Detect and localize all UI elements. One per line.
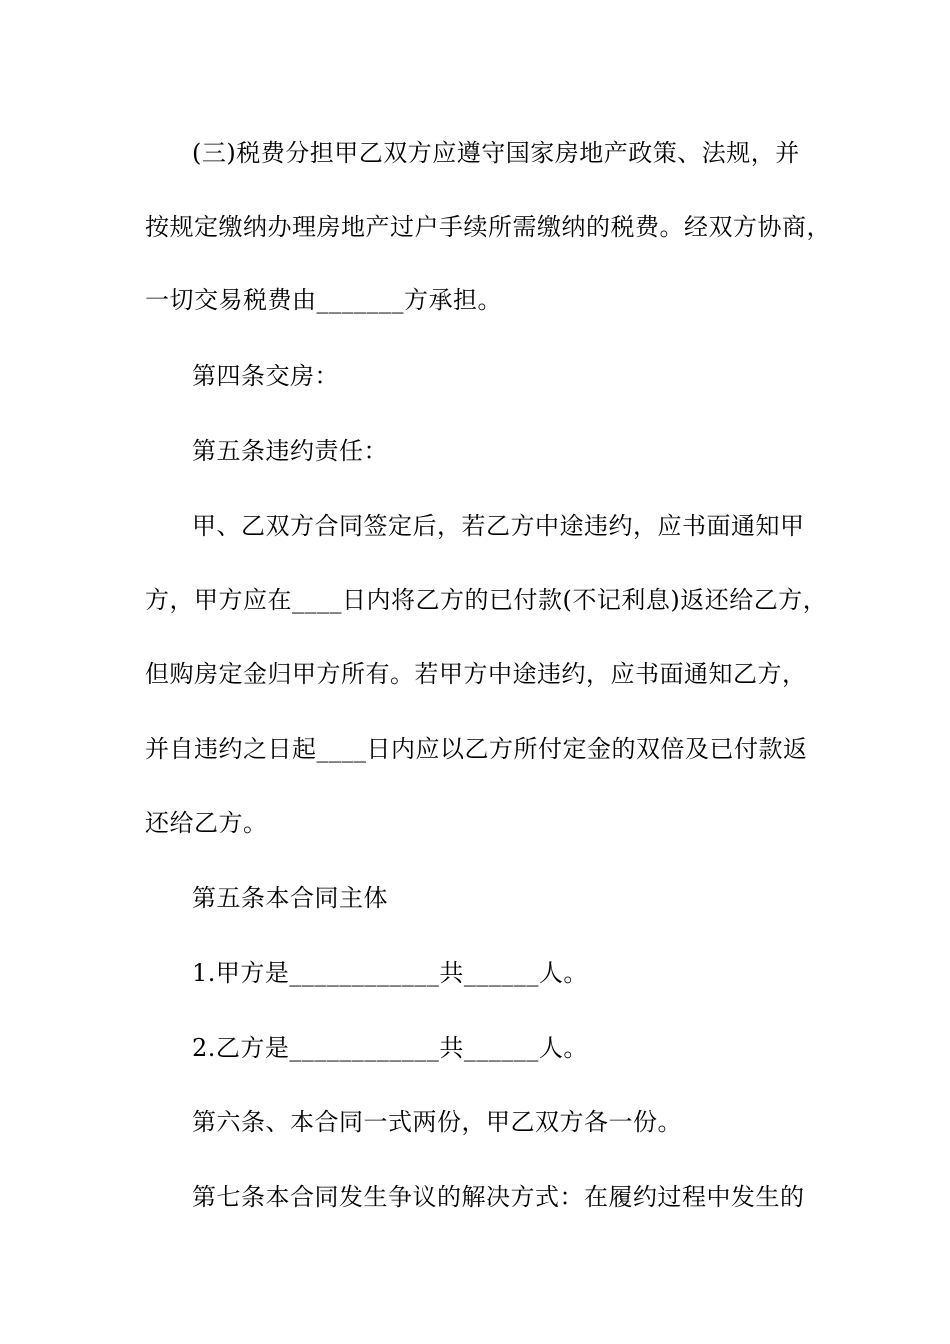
- paragraph-line: 一切交易税费由_______方承担。: [145, 286, 502, 314]
- paragraph-line: 按规定缴纳办理房地产过户手续所需缴纳的税费。经双方协商，: [145, 213, 831, 241]
- article-heading: 第四条交房：: [192, 362, 339, 390]
- paragraph-line: 第七条本合同发生争议的解决方式：在履约过程中发生的: [192, 1183, 805, 1211]
- paragraph-line: 还给乙方。: [145, 809, 268, 837]
- paragraph-line: 但购房定金归甲方所有。若甲方中途违约，应书面通知乙方，: [145, 660, 807, 688]
- article-heading: 第五条本合同主体: [192, 884, 388, 912]
- article-heading: 第五条违约责任：: [192, 437, 388, 465]
- article-heading: 第六条、本合同一式两份，甲乙双方各一份。: [192, 1108, 682, 1136]
- paragraph-line: 甲、乙双方合同签定后，若乙方中途违约，应书面通知甲: [192, 512, 805, 540]
- paragraph-line: 方，甲方应在____日内将乙方的已付款(不记利息)返还给乙方，: [145, 586, 828, 614]
- paragraph-line: (三)税费分担甲乙双方应遵守国家房地产政策、法规，并: [192, 139, 800, 167]
- paragraph-line: 并自违约之日起____日内应以乙方所付定金的双倍及已付款返: [145, 735, 808, 763]
- list-item: 2.乙方是____________共______人。: [192, 1034, 588, 1062]
- list-item: 1.甲方是____________共______人。: [192, 959, 588, 987]
